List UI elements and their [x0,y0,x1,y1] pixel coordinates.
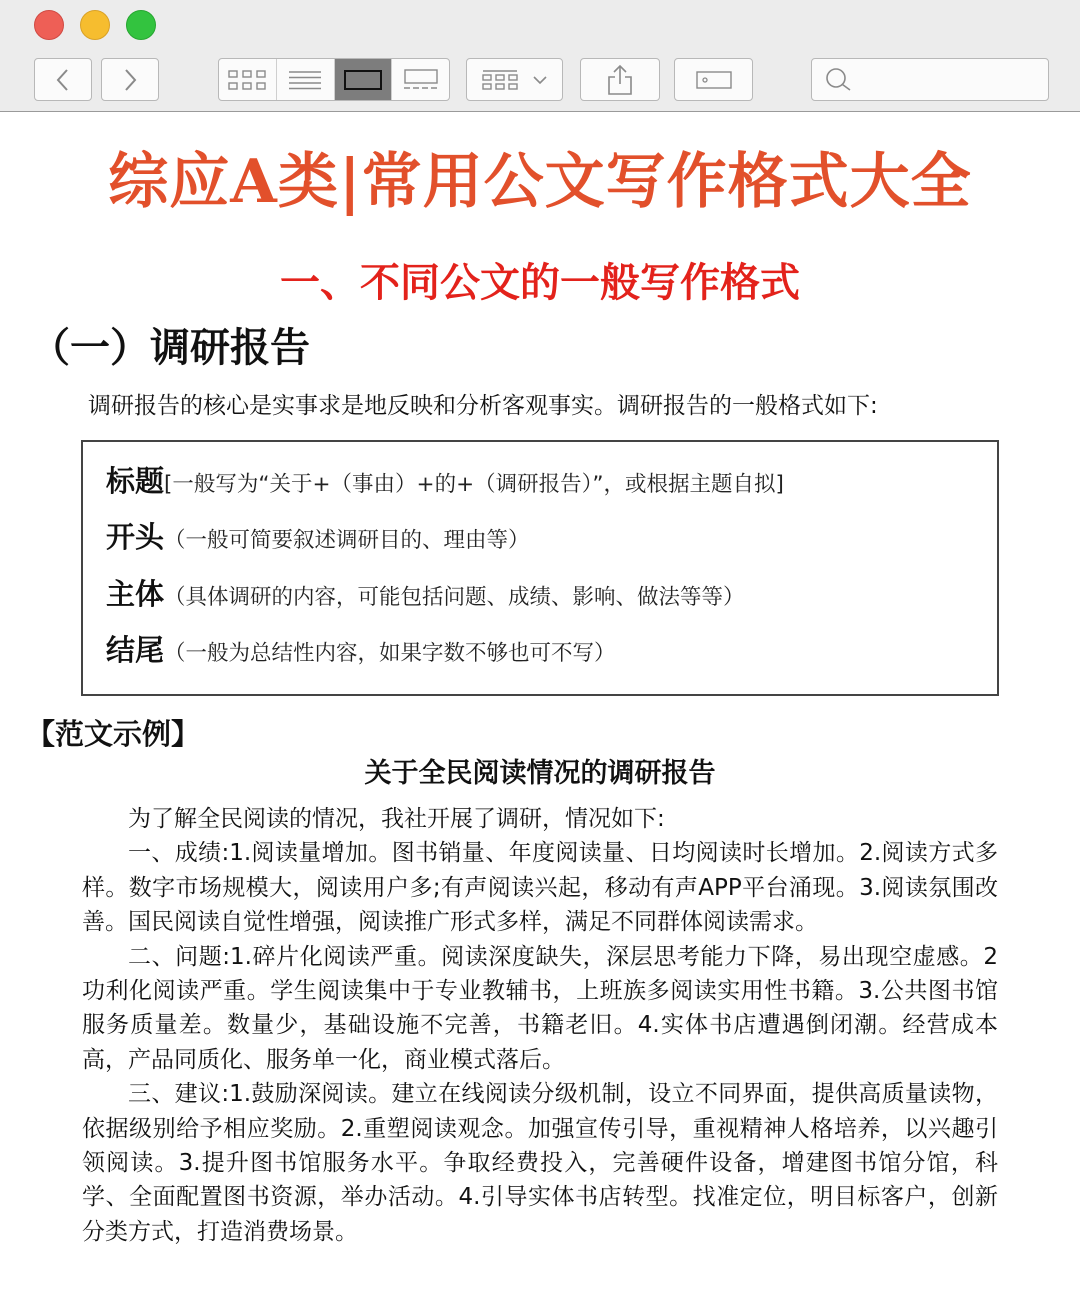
subsection-title: （一）调研报告 [30,325,310,371]
format-box [81,440,999,696]
paragraph: 二、问题:1.碎片化阅读严重。阅读深度缺失，深层思考能力下降，易出现空虚感。2功利化阅读严重。学生阅读集中于专业教辅书，上班族多阅读实用性书籍。3.公共图书馆服务质量差。数量少，基础设施不完善，书籍老旧。4.实体书店遭遇倒闭潮。经营成本高，产品同质化、服务单一化，商业模式落后。 [82,943,998,1073]
paragraph: 为了解全民阅读的情况，我社开展了调研，情况如下: [128,806,665,832]
single-page-view-icon [343,68,383,92]
minimize-window-button[interactable] [80,10,110,40]
example-body [82,802,998,1249]
tag-icon [694,69,734,91]
example-label: 【范文示例】 [26,717,201,751]
group-button[interactable] [466,58,563,101]
forward-icon [120,67,140,93]
back-button[interactable] [34,58,92,101]
list-view-icon [288,69,322,91]
tag-button[interactable] [674,58,753,101]
paragraph: 三、建议:1.鼓励深阅读。建立在线阅读分级机制，设立不同界面，提供高质量读物，依据级别给予相应奖励。2.重塑阅读观念。加强宣传引导，重视精神人格培养，以兴趣引领阅读。3.提升图书馆服务水平。争取经费投入，完善硬件设备，增建图书馆分馆，科学、全面配置图书资源，举办活动。4.引导实体书店转型。找准定位，明目标客户，创新分类方式，打造消费场景。 [82,1081,998,1245]
view-mode-segmented-control [218,58,450,101]
chevron-down-icon [531,73,549,87]
filmstrip-view-button[interactable] [392,59,449,100]
window-toolbar [0,0,1080,112]
list-view-button[interactable] [277,59,335,100]
search-input[interactable] [811,58,1049,101]
close-window-button[interactable] [34,10,64,40]
intro-text: 调研报告的核心是实事求是地反映和分析客观事实。调研报告的一般格式如下: [88,393,878,419]
format-row-opening [106,520,530,558]
format-row-title [106,464,784,502]
format-label: 标题 [106,464,165,498]
back-icon [53,67,73,93]
format-desc: （一般可简要叙述调研目的、理由等） [164,528,530,553]
share-icon [605,64,635,96]
share-button[interactable] [580,58,660,101]
group-icon [481,69,521,91]
format-desc: [一般写为“关于+（事由）+的+（调研报告）”，或根据主题自拟] [164,472,784,497]
forward-button[interactable] [101,58,159,101]
format-label: 结尾 [106,633,165,667]
format-desc: （具体调研的内容，可能包括问题、成绩、影响、做法等等） [164,585,745,610]
format-label: 主体 [106,577,165,611]
document-page [0,112,1080,1299]
example-title: 关于全民阅读情况的调研报告 [364,758,716,789]
format-row-ending [106,633,616,671]
grid-view-icon [227,69,267,91]
filmstrip-view-icon [401,68,441,92]
single-page-view-button[interactable] [335,59,393,100]
format-label: 开头 [106,520,165,554]
search-icon [824,65,854,95]
format-desc: （一般为总结性内容，如果字数不够也可不写） [164,641,616,666]
main-title: 综应A类|常用公文写作格式大全 [108,147,972,217]
section-title: 一、不同公文的一般写作格式 [280,260,800,306]
zoom-window-button[interactable] [126,10,156,40]
paragraph: 一、成绩:1.阅读量增加。图书销量、年度阅读量、日均阅读时长增加。2.阅读方式多样。数字市场规模大，阅读用户多;有声阅读兴起，移动有声APP平台涌现。3.阅读氛围改善。国民阅读自觉性增强，阅读推广形式多样，满足不同群体阅读需求。 [82,840,998,936]
format-row-body [106,577,745,615]
grid-view-button[interactable] [219,59,277,100]
